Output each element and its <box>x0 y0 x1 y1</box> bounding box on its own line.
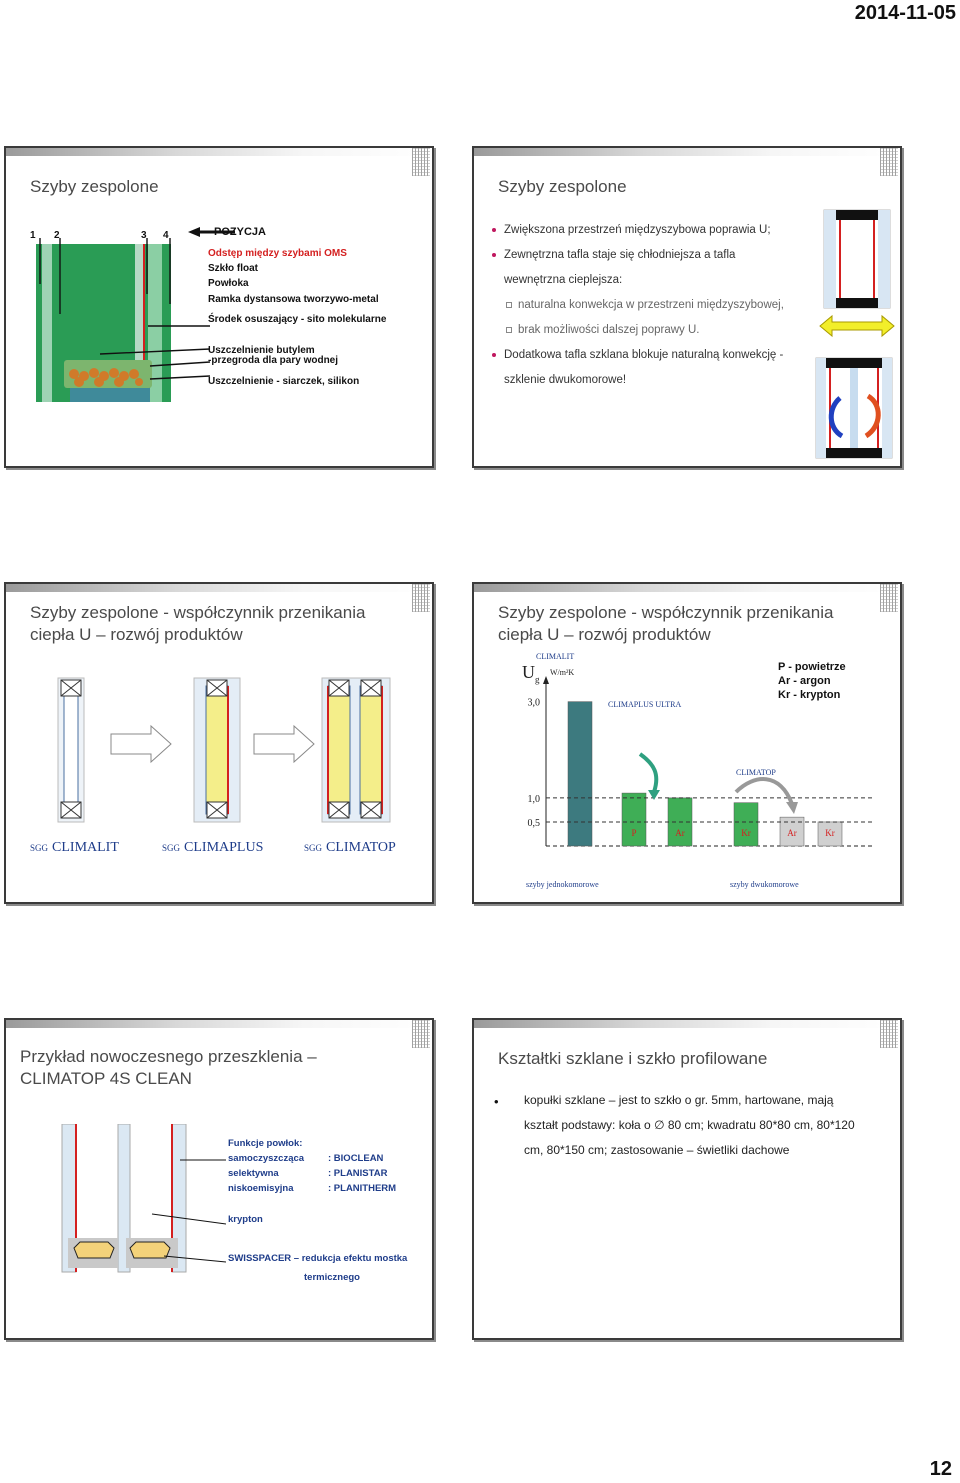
line-2 <box>524 1113 900 1138</box>
slide-title: Kształtki szklane i szkło profilowane <box>498 1049 768 1068</box>
brand: SGG <box>30 843 49 853</box>
slide-corner-grid <box>880 584 898 612</box>
slide-corner-grid <box>880 148 898 176</box>
y-tick-label: 1,0 <box>527 793 540 805</box>
function-name: samoczyszcząca <box>228 1153 305 1164</box>
krypton-label: krypton <box>228 1214 263 1225</box>
product-name: CLIMATOP <box>326 840 396 855</box>
bullet-dot: • <box>494 1094 499 1109</box>
slide-corner-grid <box>412 584 430 612</box>
num-4: 4 <box>163 230 169 241</box>
function-product: : PLANITHERM <box>328 1183 397 1194</box>
bullet: Zwiększona przestrzeń międzyszybowa poprawia U; <box>490 218 810 243</box>
slide-corner-grid <box>412 1020 430 1048</box>
legend-item: Kr - krypton <box>778 689 841 701</box>
bar-label: P <box>631 828 637 838</box>
product-evolution-diagram <box>26 676 416 824</box>
y-tick-label: 3,0 <box>527 697 540 709</box>
bar-kr <box>734 803 758 846</box>
slide-bar <box>6 584 432 592</box>
climalit-label: CLIMALIT <box>536 652 575 661</box>
slide-title: Szyby zespolone <box>498 177 627 196</box>
arrow-right-icon <box>111 726 171 762</box>
functions-title: Funkcje powłok: <box>228 1138 303 1149</box>
swisspacer-label: SWISSPACER – redukcja efektu mostka <box>228 1253 408 1264</box>
function-row <box>228 1181 396 1196</box>
function-name: niskoemisyjna <box>228 1183 294 1194</box>
diameter-icon: ∅ <box>654 1118 665 1132</box>
improvement-arrow-icon <box>640 754 656 792</box>
slide-bar <box>474 1020 900 1028</box>
header-date: 2014-11-05 <box>854 2 956 24</box>
termicznego-label: termicznego <box>304 1272 360 1283</box>
page-number: 12 <box>929 1458 952 1480</box>
bar-label: Ar <box>675 828 685 838</box>
product-name: CLIMALIT <box>52 840 119 855</box>
slide-title-line2: ciepła U – rozwój produktów <box>498 625 711 644</box>
label-spacer: Ramka dystansowa tworzywo-metal <box>208 294 379 305</box>
bar-p <box>622 793 646 846</box>
bullet-list <box>490 218 810 393</box>
y-tick-label: 0,5 <box>527 817 540 829</box>
product-climaplus <box>162 838 263 856</box>
slide-bar <box>474 584 900 592</box>
bullet: Dodatkowa tafla szklana blokuje naturalną konwekcję - <box>490 343 810 368</box>
slide-bar <box>474 148 900 156</box>
slide-title-line1: Szyby zespolone - współczynnik przenikania <box>498 603 834 622</box>
convection-diagrams <box>810 208 900 466</box>
label-float: Szkło float <box>208 263 259 274</box>
brand: SGG <box>304 843 323 853</box>
function-product: : PLANISTAR <box>328 1168 388 1179</box>
product-name: CLIMAPLUS <box>184 840 264 855</box>
slide-5 <box>4 1018 434 1340</box>
arrow-right-icon <box>254 726 314 762</box>
legend-item: P - powietrze <box>778 661 846 673</box>
num-2: 2 <box>54 230 60 241</box>
bar-label: Ar <box>787 828 797 838</box>
u-letter: U <box>522 662 535 682</box>
function-product: : BIOCLEAN <box>328 1153 384 1164</box>
improvement-arrow-grey-icon <box>736 779 792 804</box>
product-climatop <box>304 838 396 856</box>
y-axis-arrow-icon <box>543 676 549 684</box>
slide-title-line2: ciepła U – rozwój produktów <box>30 625 243 644</box>
triple-glazing-section <box>56 1124 226 1274</box>
sub-bullet: naturalna konwekcja w przestrzeni międzyszybowej, <box>490 293 810 318</box>
slide-1 <box>4 146 434 468</box>
arrow-icon <box>188 227 200 237</box>
bar-label: Kr <box>741 828 751 838</box>
slide-2 <box>472 146 902 468</box>
slide-title-line1: Przykład nowoczesnego przeszklenia – <box>20 1047 317 1066</box>
slide-corner-grid <box>412 148 430 176</box>
brand: SGG <box>162 843 181 853</box>
line-3: cm, 80*150 cm; zastosowanie – świetliki dachowe <box>524 1143 790 1157</box>
label-vapour: -przegroda dla pary wodnej <box>208 355 339 366</box>
function-row <box>228 1151 396 1166</box>
line-2-start: kształt podstawy: koła o <box>524 1118 651 1132</box>
line-1: kopułki szklane – jest to szkło o gr. 5mm, hartowane, mają <box>524 1093 834 1107</box>
slide-bar <box>6 1020 432 1028</box>
label-sealant: Uszczelnienie - siarczek, silikon <box>208 376 360 387</box>
unit-label: W/m²K <box>550 668 575 677</box>
climatop-label: CLIMATOP <box>736 768 776 777</box>
slide-4 <box>472 582 902 904</box>
sub-bullet: brak możliwości dalszej poprawy U. <box>490 318 810 343</box>
line-2-end: 80 cm; kwadratu 80*80 cm, 80*120 <box>667 1118 855 1132</box>
slide-title-line2: CLIMATOP 4S CLEAN <box>20 1069 192 1088</box>
num-3: 3 <box>141 230 147 241</box>
function-name: selektywna <box>228 1168 279 1179</box>
u-value-chart <box>514 674 894 874</box>
slide-title: Szyby zespolone <box>30 177 159 196</box>
function-row <box>228 1166 396 1181</box>
legend-item: Ar - argon <box>778 675 831 687</box>
bar-climalit <box>568 702 592 846</box>
slide-title-line1: Szyby zespolone - współczynnik przenikania <box>30 603 366 622</box>
label-oms: Odstęp między szybami OMS <box>208 248 347 259</box>
body-text <box>524 1088 900 1163</box>
slide-corner-grid <box>880 1020 898 1048</box>
label-desiccant: Środek osuszający - sito molekularne <box>208 314 387 325</box>
single-chamber-label: szyby jednokomorowe <box>526 880 599 889</box>
u-subscript: g <box>535 674 540 685</box>
climaplus-label: CLIMAPLUS ULTRA <box>608 700 682 709</box>
bar-label: Kr <box>825 828 835 838</box>
num-1: 1 <box>30 230 36 241</box>
slide-3 <box>4 582 434 904</box>
bullet-cont: wewnętrzna cieplejsza: <box>504 274 623 286</box>
bullet: Zewnętrzna tafla staje się chłodniejsza a tafla <box>490 243 810 268</box>
label-butyl: Uszczelnienie butylem <box>208 345 315 356</box>
bullet-cont: szklenie dwukomorowe! <box>504 374 627 386</box>
label-coating: Powłoka <box>208 278 249 289</box>
slide-bar <box>6 148 432 156</box>
coating-functions <box>228 1136 396 1196</box>
double-arrow-icon <box>820 316 894 336</box>
pozycja-label: POZYCJA <box>214 226 266 238</box>
slide-6 <box>472 1018 902 1340</box>
product-climalit <box>30 838 119 856</box>
double-chamber-label: szyby dwukomorowe <box>730 880 799 889</box>
